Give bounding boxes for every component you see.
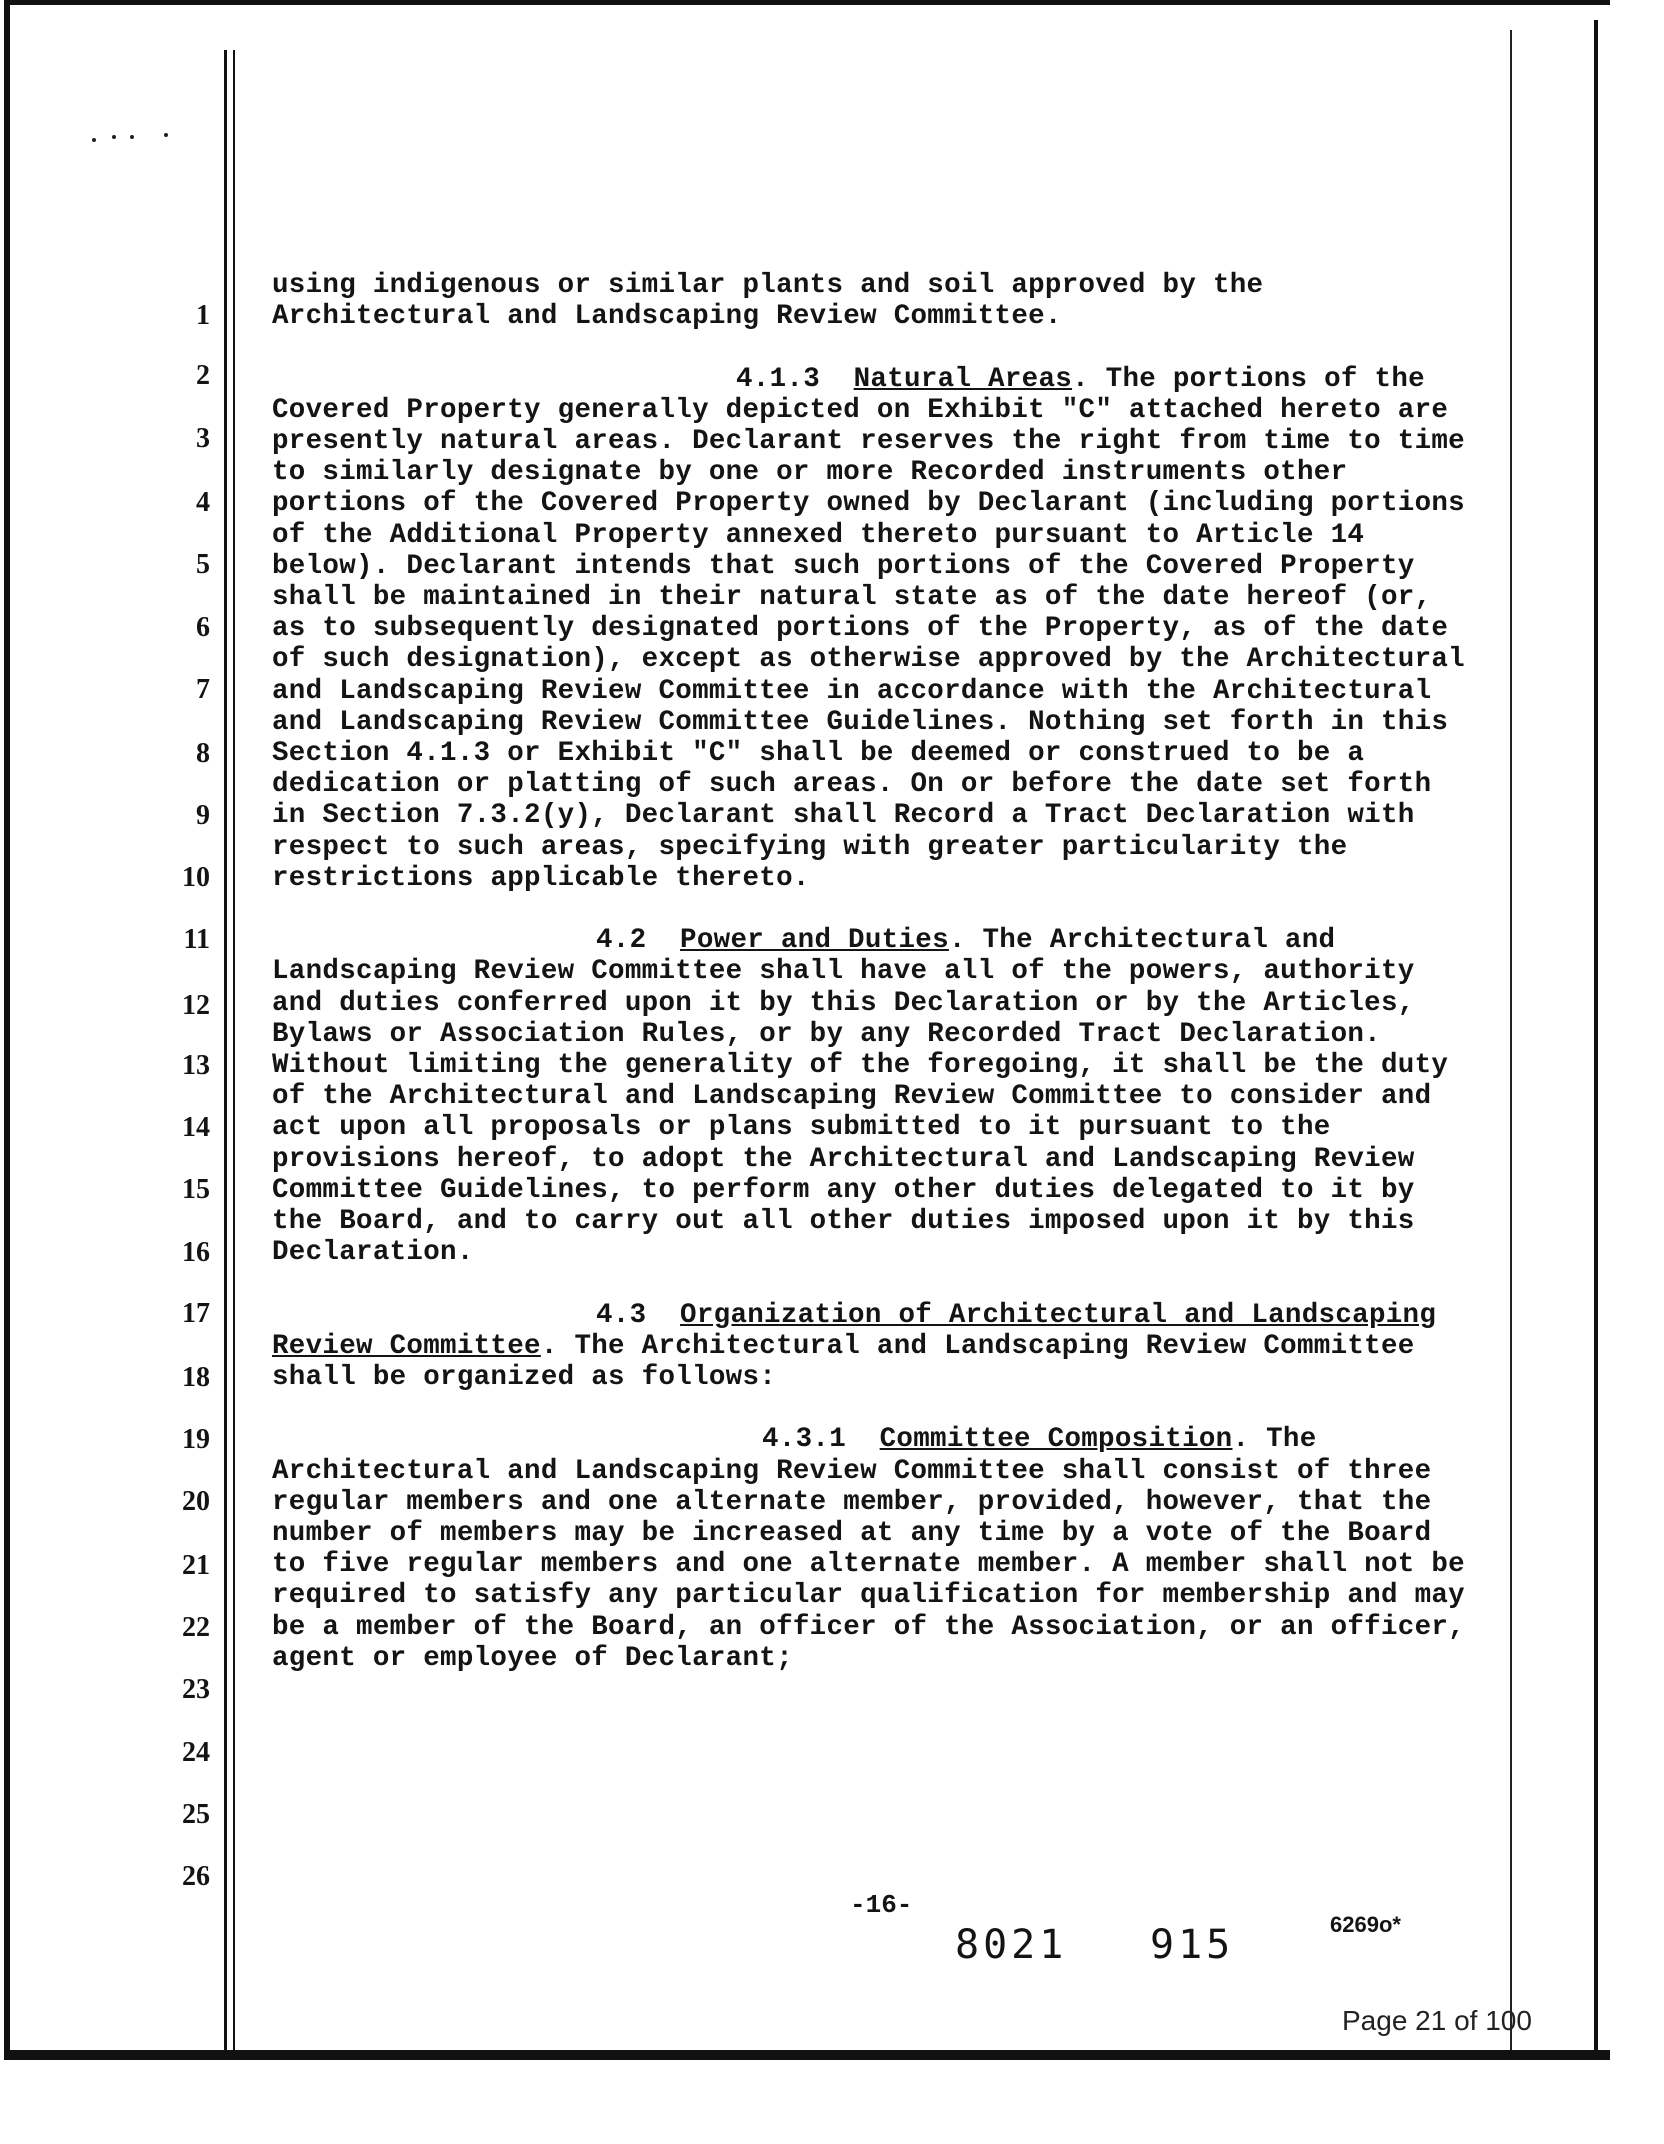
section-title: Power and Duties xyxy=(680,925,949,957)
line-number: 17 xyxy=(182,1298,210,1329)
section-number: 4.1.3 xyxy=(736,363,821,395)
line-number: 9 xyxy=(196,800,210,831)
scan-frame-bottom xyxy=(4,2050,1610,2060)
scan-speck xyxy=(92,138,96,142)
document-body xyxy=(272,270,1472,1674)
section-number: 4.3.1 xyxy=(762,1424,847,1456)
section-title: Natural Areas xyxy=(853,363,1073,395)
scan-frame-top xyxy=(10,0,1610,5)
recording-page: 915 xyxy=(1150,1922,1235,1968)
section-title: Committee Composition xyxy=(879,1424,1233,1456)
section-text: . The portions of the Covered Property generally depicted on Exhibit "C" attached hereto are presently natural areas. Declarant reserves the right from time to time to similarly designate by one or more Recorded instruments other portions of the Covered Property owned by Declarant (including portions of the Additional Property annexed thereto pursuant to Article 14 below). Declarant intends that such portions of the Covered Property shall be maintained in their natural state as of the date hereof (or, as to subsequently designated portions of the Property, as of the date of such designation), except as otherwise approved by the Architectural and Landscaping Review Committee in accordance with the Architectural and Landscaping Review Committee Guidelines. Nothing set forth in this Section 4.1.3 or Exhibit "C" shall be deemed or construed to be a dedication or platting of such areas. On or before the date set forth in Section 7.3.2(y), Declarant shall Record a Tract Declaration with respect to such areas, specifying with greater particularity the restrictions applicable thereto. xyxy=(272,363,1465,894)
margin-rule xyxy=(233,50,235,2050)
page-count-footer: Page 21 of 100 xyxy=(1342,2005,1532,2036)
line-number: 19 xyxy=(182,1424,210,1455)
line-number: 7 xyxy=(196,674,210,705)
line-number: 5 xyxy=(196,549,210,580)
line-number: 18 xyxy=(182,1362,210,1393)
section-title: Organization of Architectural and Landscaping Review Committee xyxy=(272,1299,1437,1362)
line-number: 11 xyxy=(183,924,210,955)
section-number: 4.3 xyxy=(596,1299,647,1331)
section-4-3-1 xyxy=(272,1424,1472,1674)
scan-frame-right xyxy=(1594,20,1598,2060)
line-number: 21 xyxy=(182,1550,210,1581)
line-numbers xyxy=(150,0,210,2144)
margin-rule xyxy=(224,50,227,2050)
page-number: -16- xyxy=(850,1890,913,1920)
line-number: 6 xyxy=(196,612,210,643)
reference-code: 6269o* xyxy=(1330,1912,1401,1937)
line-number: 1 xyxy=(196,300,210,331)
line-number: 22 xyxy=(182,1612,210,1643)
line-number: 3 xyxy=(196,423,210,454)
section-4-1-3 xyxy=(272,364,1472,894)
scan-frame-right-inner xyxy=(1510,30,1512,2050)
section-number: 4.2 xyxy=(596,925,647,957)
line-number: 12 xyxy=(182,990,210,1021)
section-text: . The Architectural and Landscaping Review Committee shall consist of three regular members and one alternate member, provided, however, that the number of members may be increased at any time by a vote of the Board to five regular members and one alternate member. A member shall not be required to satisfy any particular qualification for membership and may be a member of the Board, an officer of the Association, or an officer, agent or employee of Declarant; xyxy=(272,1424,1465,1674)
line-number: 10 xyxy=(182,862,210,893)
scan-speck xyxy=(130,135,134,139)
line-number: 2 xyxy=(196,360,210,391)
line-number: 15 xyxy=(182,1174,210,1205)
line-number: 25 xyxy=(182,1799,210,1830)
section-text: . The Architectural and Landscaping Review Committee shall be organized as follows: xyxy=(272,1330,1415,1394)
line-number: 16 xyxy=(182,1237,210,1268)
line-number: 20 xyxy=(182,1486,210,1517)
line-number: 8 xyxy=(196,738,210,769)
line-number: 13 xyxy=(182,1050,210,1081)
line-number: 23 xyxy=(182,1674,210,1705)
section-4-3 xyxy=(272,1300,1472,1394)
scan-frame-left xyxy=(4,0,10,2060)
scan-speck xyxy=(112,135,116,139)
section-4-2 xyxy=(272,925,1472,1268)
line-number: 4 xyxy=(196,487,210,518)
line-number: 14 xyxy=(182,1112,210,1143)
section-text: . The Architectural and Landscaping Review Committee shall have all of the powers, authority and duties conferred upon it by this Declaration or by the Articles, Bylaws or Association Rules, or by any Recorded Tract Declaration. Without limiting the generality of the foregoing, it shall be the duty of the Architectural and Landscaping Review Committee to consider and act upon all proposals or plans submitted to it pursuant to the provisions hereof, to adopt the Architectural and Landscaping Review Committee Guidelines, to perform any other duties delegated to it by the Board, and to carry out all other duties imposed upon it by this Declaration. xyxy=(272,925,1449,1269)
recording-number: 8021 xyxy=(955,1922,1068,1968)
paragraph-continuation: using indigenous or similar plants and soil approved by the Architectural and Landscaping Review Committee. xyxy=(272,270,1264,333)
line-number: 26 xyxy=(182,1861,210,1892)
line-number: 24 xyxy=(182,1737,210,1768)
